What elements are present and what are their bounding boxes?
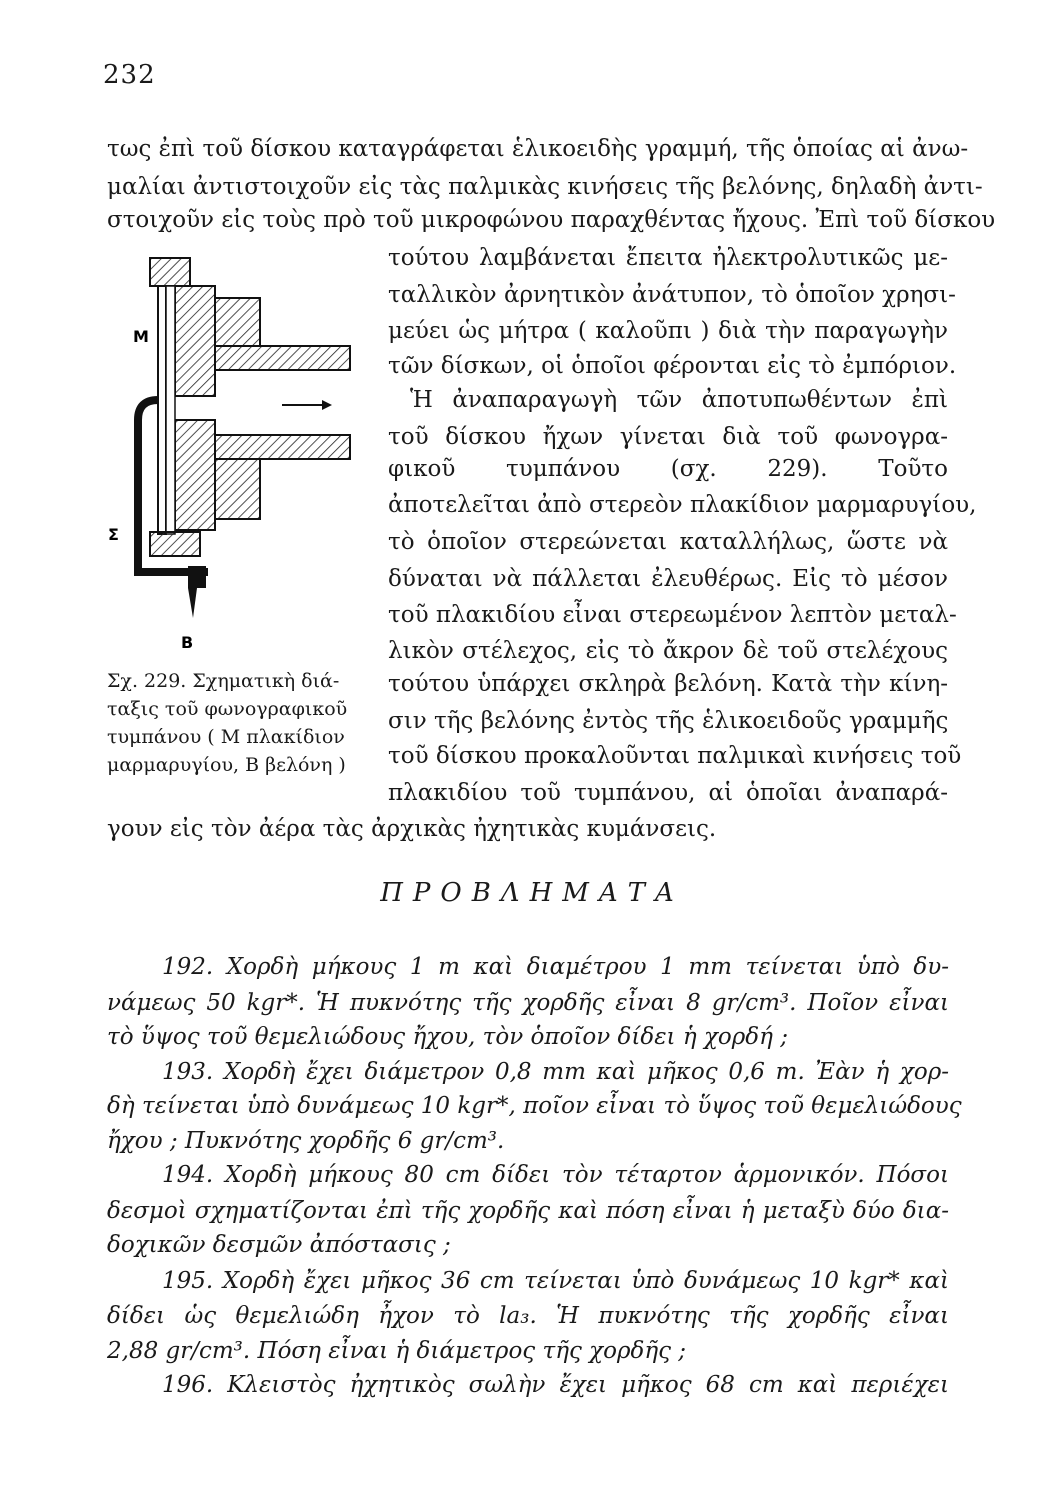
problem-196-line: 196. Κλειστὸς ἠχητικὸς σωλὴν ἔχει μῆκος 68 cm καὶ περιέχει [162,1372,949,1398]
body-line: φικοῦ τυμπάνου (σχ. 229). Τοῦτο [388,456,948,482]
problem-192-line: 192. Χορδὴ μήκους 1 m καὶ διαμέτρου 1 mm τείνεται ὑπὸ δυ- [162,954,949,980]
body-line: ἀποτελεῖται ἀπὸ στερεὸν πλακίδιον μαρμαρυγίου, [388,492,977,518]
upper-housing [175,286,215,396]
body-line: ταλλικὸν ἀρνητικὸν ἀνάτυπον, τὸ ὁποῖον χρησι- [388,282,956,308]
upper-tube-wall [215,346,350,370]
problem-193-line: ἤχου ; Πυκνότης χορδῆς 6 gr/cm³. [107,1128,505,1154]
body-line: μαλίαι ἀντιστοιχοῦν εἰς τὰς παλμικὰς κινήσεις τῆς βελόνης, δηλαδὴ ἀντι- [107,174,983,200]
lower-step [215,459,260,519]
body-line: γουν εἰς τὸν ἀέρα τὰς ἀρχικὰς ἠχητικὰς κυμάνσεις. [107,816,717,842]
needle [188,588,197,618]
problem-195-line: 195. Χορδὴ ἔχει μῆκος 36 cm τείνεται ὑπὸ δυνάμεως 10 kgr* καὶ [162,1268,949,1294]
upper-step [215,298,260,346]
label-b: Β [181,633,194,652]
problem-192-line: νάμεως 50 kgr*. Ἡ πυκνότης τῆς χορδῆς εἶναι 8 gr/cm³. Ποῖον εἶναι [107,990,949,1016]
body-line: τως ἐπὶ τοῦ δίσκου καταγράφεται ἑλικοειδὴς γραμμή, τῆς ὁποίας αἱ ἀνω- [107,136,969,162]
problem-193-line: 193. Χορδὴ ἔχει διάμετρον 0,8 mm καὶ μῆκος 0,6 m. Ἐὰν ἡ χορ- [162,1059,949,1085]
label-m: Μ [133,327,149,346]
problem-195-line: 2,88 gr/cm³. Πόση εἶναι ἡ διάμετρος τῆς χορδῆς ; [107,1338,687,1364]
bottom-clamp [150,532,200,556]
body-line: τὸ ὁποῖον στερεώνεται καταλλήλως, ὥστε νὰ [388,529,948,555]
lower-tube-wall [215,435,350,459]
page-number: 232 [103,60,156,90]
problem-194-line: δεσμοὶ σχηματίζονται ἐπὶ τῆς χορδῆς καὶ πόση εἶναι ἡ μεταξὺ δύο δια- [107,1198,949,1224]
problem-194-line: 194. Χορδὴ μήκους 80 cm δίδει τὸν τέταρτον ἁρμονικόν. Πόσοι [162,1162,949,1188]
problem-194-line: δοχικῶν δεσμῶν ἀπόστασις ; [107,1232,451,1258]
body-line: πλακιδίου τοῦ τυμπάνου, αἱ ὁποῖαι ἀναπαρά- [388,780,948,806]
phonograph-diaphragm-figure [100,250,370,660]
body-line: τοῦ δίσκου ἤχων γίνεται διὰ τοῦ φωνογρα- [388,424,948,450]
body-line: λικὸν στέλεχος, εἰς τὸ ἄκρον δὲ τοῦ στελέχους [388,638,948,664]
body-line: Ἡ ἀναπαραγωγὴ τῶν ἀποτυπωθέντων ἐπὶ [410,387,948,413]
body-line: τούτου λαμβάνεται ἔπειτα ἠλεκτρολυτικῶς με- [388,245,948,271]
body-line: σιν τῆς βελόνης ἐντὸς τῆς ἑλικοειδοῦς γραμμῆς [388,708,949,734]
figure-caption-line: τυμπάνου ( Μ πλακίδιον [107,726,345,748]
top-clamp [150,258,190,286]
mica-plate [158,286,166,534]
problem-192-line: τὸ ὕψος τοῦ θεμελιώδους ἤχου, τὸν ὁποῖον δίδει ἡ χορδή ; [107,1024,788,1050]
body-line: τῶν δίσκων, οἱ ὁποῖοι φέρονται εἰς τὸ ἐμπόριον. [388,353,957,379]
lower-housing [175,420,215,530]
body-line: δύναται νὰ πάλλεται ἐλευθέρως. Εἰς τὸ μέσον [388,566,948,592]
figure-caption-line: ταξις τοῦ φωνογραφικοῦ [107,698,348,720]
body-line: στοιχοῦν εἰς τοὺς πρὸ τοῦ μικροφώνου παραχθέντας ἤχους. Ἐπὶ τοῦ δίσκου [107,207,996,233]
body-line: τούτου ὑπάρχει σκληρὰ βελόνη. Κατὰ τὴν κίνη- [388,671,948,697]
body-line: μεύει ὡς μήτρα ( καλοῦπι ) διὰ τὴν παραγωγὴν [388,318,948,344]
body-line: τοῦ πλακιδίου εἶναι στερεωμένον λεπτὸν μεταλ- [388,602,957,628]
figure-caption-line: μαρμαρυγίου, Β βελόνη ) [107,754,346,776]
label-s: Σ [108,525,119,544]
body-line: τοῦ δίσκου προκαλοῦνται παλμικαὶ κινήσεις τοῦ [388,743,962,769]
section-heading: ΠΡΟΒΛΗΜΑΤΑ [380,878,684,908]
problem-193-line: δὴ τείνεται ὑπὸ δυνάμεως 10 kgr*, ποῖον εἶναι τὸ ὕψος τοῦ θεμελιώδους [107,1093,962,1119]
problem-195-line: δίδει ὡς θεμελιώδη ἦχον τὸ la₃. Ἡ πυκνότης τῆς χορδῆς εἶναι [107,1303,949,1329]
figure-caption-line: Σχ. 229. Σχηματικὴ διά- [107,670,340,692]
